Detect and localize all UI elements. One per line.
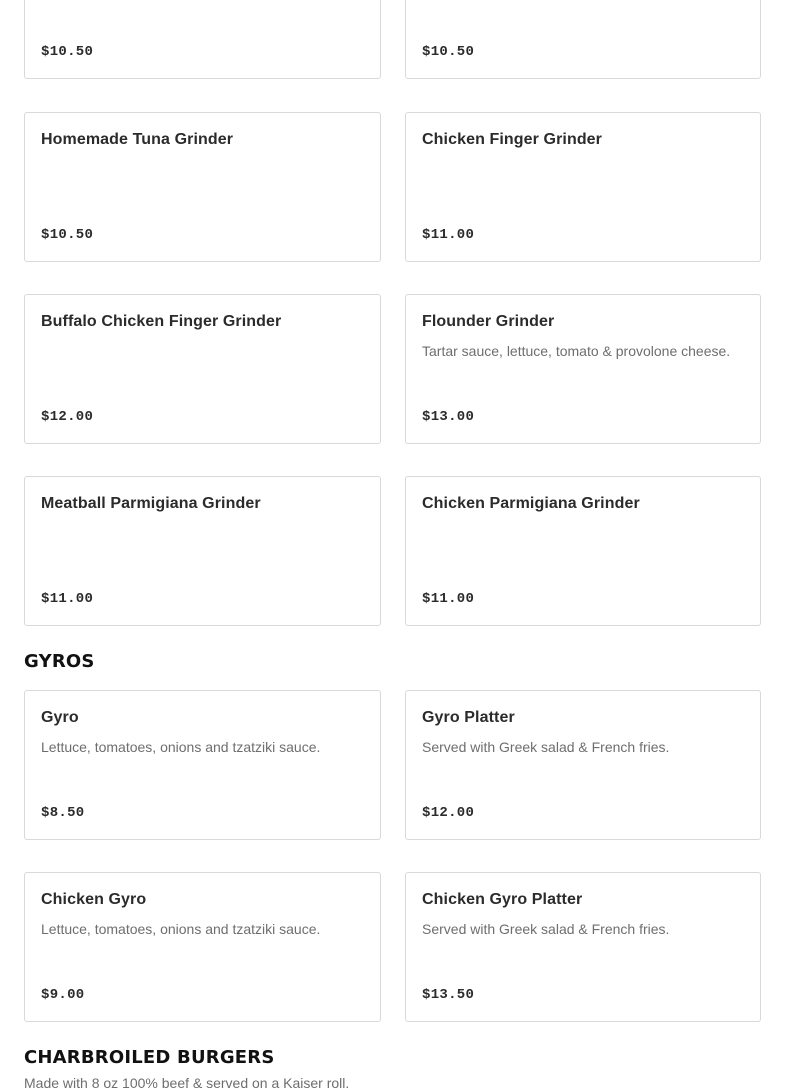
item-price: $11.00 <box>422 591 475 607</box>
item-description: Served with Greek salad & French fries. <box>422 739 670 755</box>
section-subtitle-burgers: Made with 8 oz 100% beef & served on a Kaiser roll. <box>24 1075 350 1091</box>
menu-item-card[interactable] <box>24 690 381 840</box>
item-price: $10.50 <box>422 44 475 60</box>
menu-item-card[interactable] <box>24 0 381 79</box>
item-price: $11.00 <box>41 591 94 607</box>
menu-item-card[interactable] <box>24 476 381 626</box>
menu-item-card[interactable] <box>405 476 761 626</box>
item-name: Chicken Parmigiana Grinder <box>422 495 640 512</box>
item-name: Buffalo Chicken Finger Grinder <box>41 313 282 330</box>
menu-item-card[interactable] <box>405 294 761 444</box>
item-name: Flounder Grinder <box>422 313 555 330</box>
item-name: Chicken Finger Grinder <box>422 131 603 148</box>
item-name: Gyro Platter <box>422 709 515 726</box>
item-price: $10.50 <box>41 44 94 60</box>
item-price: $12.00 <box>422 805 475 821</box>
item-price: $10.50 <box>41 227 94 243</box>
item-price: $13.50 <box>422 987 475 1003</box>
item-description: Lettuce, tomatoes, onions and tzatziki sauce. <box>41 921 321 937</box>
menu-item-card[interactable] <box>24 872 381 1022</box>
menu-item-card[interactable] <box>405 690 761 840</box>
menu-item-card[interactable] <box>24 112 381 262</box>
item-description: Tartar sauce, lettuce, tomato & provolone cheese. <box>422 343 731 359</box>
menu-item-card[interactable] <box>24 294 381 444</box>
menu-item-card[interactable] <box>405 0 761 79</box>
item-price: $8.50 <box>41 805 85 821</box>
item-name: Gyro <box>41 709 79 726</box>
item-name: Homemade Tuna Grinder <box>41 131 234 148</box>
section-title-gyros: GYROS <box>24 651 95 672</box>
menu-item-card[interactable] <box>405 112 761 262</box>
item-description: Served with Greek salad & French fries. <box>422 921 670 937</box>
item-name: Meatball Parmigiana Grinder <box>41 495 261 512</box>
item-name: Chicken Gyro Platter <box>422 891 583 908</box>
item-price: $12.00 <box>41 409 94 425</box>
item-description: Lettuce, tomatoes, onions and tzatziki sauce. <box>41 739 321 755</box>
item-price: $9.00 <box>41 987 85 1003</box>
section-title-burgers: CHARBROILED BURGERS <box>24 1047 275 1068</box>
item-name: Chicken Gyro <box>41 891 147 908</box>
item-price: $11.00 <box>422 227 475 243</box>
menu-item-card[interactable] <box>405 872 761 1022</box>
item-price: $13.00 <box>422 409 475 425</box>
